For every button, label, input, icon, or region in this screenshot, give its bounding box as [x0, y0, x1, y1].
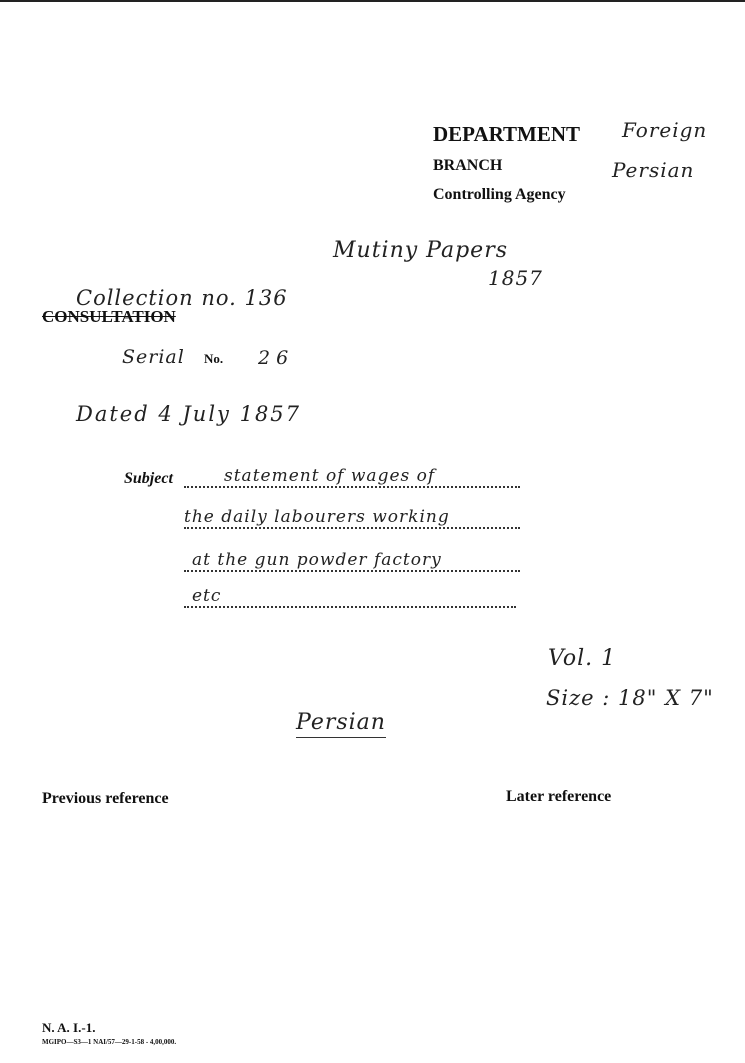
dated-line: Dated 4 July 1857: [76, 402, 302, 426]
subject-line-3: at the gun powder factory: [184, 550, 520, 572]
branch-label: BRANCH: [433, 157, 503, 174]
collection-number: Collection no. 136: [76, 286, 288, 310]
volume-number: Vol. 1: [548, 646, 617, 671]
top-border-rule: [0, 0, 745, 2]
branch-value: Persian: [612, 158, 695, 182]
consultation-label: CONSULTATION: [42, 307, 176, 326]
serial-number-value: 26: [258, 347, 295, 369]
subject-label: Subject: [124, 470, 173, 487]
serial-handwritten: Serial: [122, 346, 185, 368]
department-value: Foreign: [622, 118, 708, 142]
printer-imprint: MGIPO—S3—1 NAI/57—29-1-58 - 4,00,000.: [42, 1038, 177, 1046]
department-label: DEPARTMENT: [433, 122, 581, 146]
form-identifier: N. A. I.-1.: [42, 1020, 96, 1035]
subject-line-2: the daily labourers working: [184, 507, 520, 529]
serial-no-label: No.: [204, 351, 224, 366]
size-dimensions: Size : 18" X 7": [546, 686, 714, 710]
subject-line-4: etc: [184, 586, 516, 608]
controlling-agency-label: Controlling Agency: [433, 186, 566, 203]
mutiny-papers-year: 1857: [488, 266, 543, 290]
language-note: Persian: [296, 710, 386, 738]
subject-line-1: statement of wages of: [184, 466, 520, 488]
previous-reference-label: Previous reference: [42, 790, 169, 807]
later-reference-label: Later reference: [506, 788, 612, 805]
mutiny-papers-title: Mutiny Papers: [333, 238, 509, 263]
